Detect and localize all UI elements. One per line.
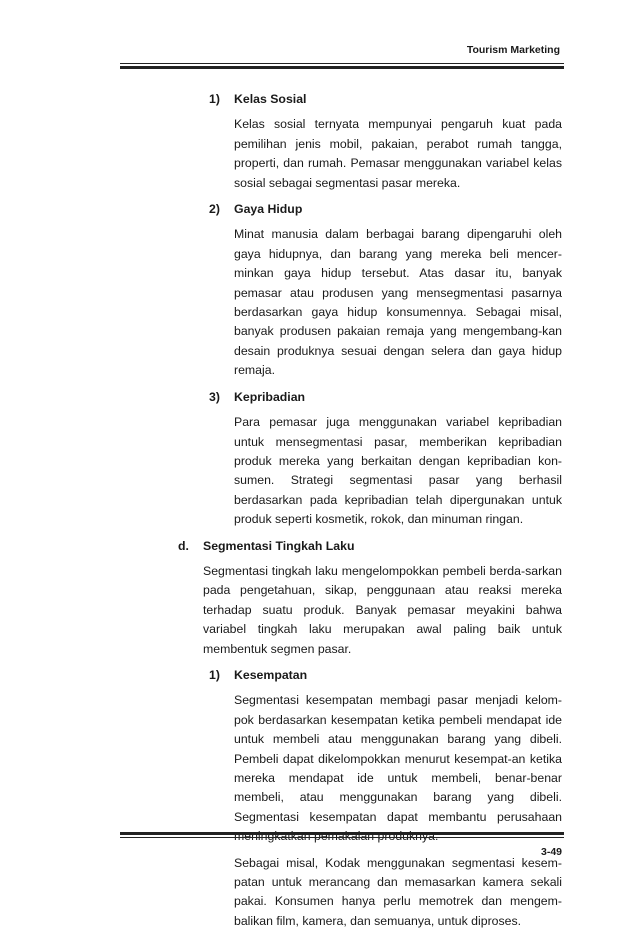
heading-kepribadian bbox=[0, 388, 638, 407]
footer-rule bbox=[120, 832, 564, 838]
heading-title: Gaya Hidup bbox=[234, 202, 303, 217]
heading-number: 2) bbox=[209, 202, 220, 217]
header-rule bbox=[120, 63, 564, 69]
heading-segmentasi-tingkah-laku bbox=[0, 537, 638, 556]
heading-title: Segmentasi Tingkah Laku bbox=[203, 538, 355, 553]
running-header: Tourism Marketing bbox=[466, 44, 560, 56]
page-number: 3-49 bbox=[540, 846, 562, 858]
paragraph-kesempatan-2: Sebagai misal, Kodak menggunakan segmentasi kesem-patan untuk merancang dan memasarkan kamera sekali pakai. Konsumen hanya perlu memotrek dan mengem-balikan film, kamera, dan semuanya, untuk diproses. bbox=[234, 855, 562, 928]
heading-number: 1) bbox=[209, 92, 220, 106]
heading-title: Kelas Sosial bbox=[234, 92, 307, 106]
heading-kesempatan bbox=[0, 666, 638, 685]
heading-number: 3) bbox=[209, 389, 220, 404]
page-body bbox=[0, 90, 638, 938]
heading-number: 1) bbox=[209, 667, 220, 682]
paragraph-kesempatan-1: Segmentasi kesempatan membagi pasar menjadi kelom-pok berdasarkan kesempatan ketika pembeli mendapat ide untuk membeli atau menggunakan barang yang dibeli. Pembeli dapat dikelompokkan menurut kesempat-an ketika mereka mendapat ide untuk membeli, benar-benar membeli, atau menggunakan barang yang dibeli. Segmentasi kesempatan dapat membantu perusahaan bbox=[234, 693, 562, 824]
paragraph-kelas-sosial: Kelas sosial ternyata mempunyai pengaruh kuat pada pemilihan jenis mobil, pakaian, perabot rumah tangga, properti, dan rumah. Pemasar menggunakan variabel kelas sosial sebagai segmentasi pasar mereka. bbox=[234, 117, 562, 190]
heading-number: d. bbox=[178, 538, 189, 553]
paragraph-gaya-hidup: Minat manusia dalam berbagai barang dipengaruhi oleh gaya hidupnya, dan barang yang mereka beli mencer-minkan gaya hidup tersebut. Atas dasar itu, banyak pemasar atau produsen yang mensegmentasi pasarnya berdasarkan gaya hidup konsumennya. Sebagai misal, banyak produsen pakaian remaja yang mengembang-kan desain produknya sesuai dengan selera dan gaya hidup remaja. bbox=[234, 227, 562, 378]
heading-gaya-hidup bbox=[0, 200, 638, 219]
heading-kelas-sosial bbox=[0, 90, 638, 109]
paragraph-kepribadian: Para pemasar juga menggunakan variabel kepribadian untuk mensegmentasi pasar, memberikan kepribadian produk mereka yang berkaitan dengan kepribadian kon-sumen. Strategi segmentasi pasar yang berhasil berdasarkan pada kepribadian telah dipergunakan untuk produk seperti kosmetik, rokok, dan minuman ringan. bbox=[234, 415, 562, 527]
heading-title: Kesempatan bbox=[234, 667, 308, 682]
heading-title: Kepribadian bbox=[234, 389, 306, 404]
paragraph-segmentasi-tingkah-laku: Segmentasi tingkah laku mengelompokkan pembeli berda-sarkan pada pengetahuan, sikap, penggunaan atau reaksi mereka terhadap suatu produk. Banyak pemasar meyakini bahwa variabel tingkah laku merupakan awal paling baik untuk membentuk segmen pasar. bbox=[203, 563, 562, 656]
